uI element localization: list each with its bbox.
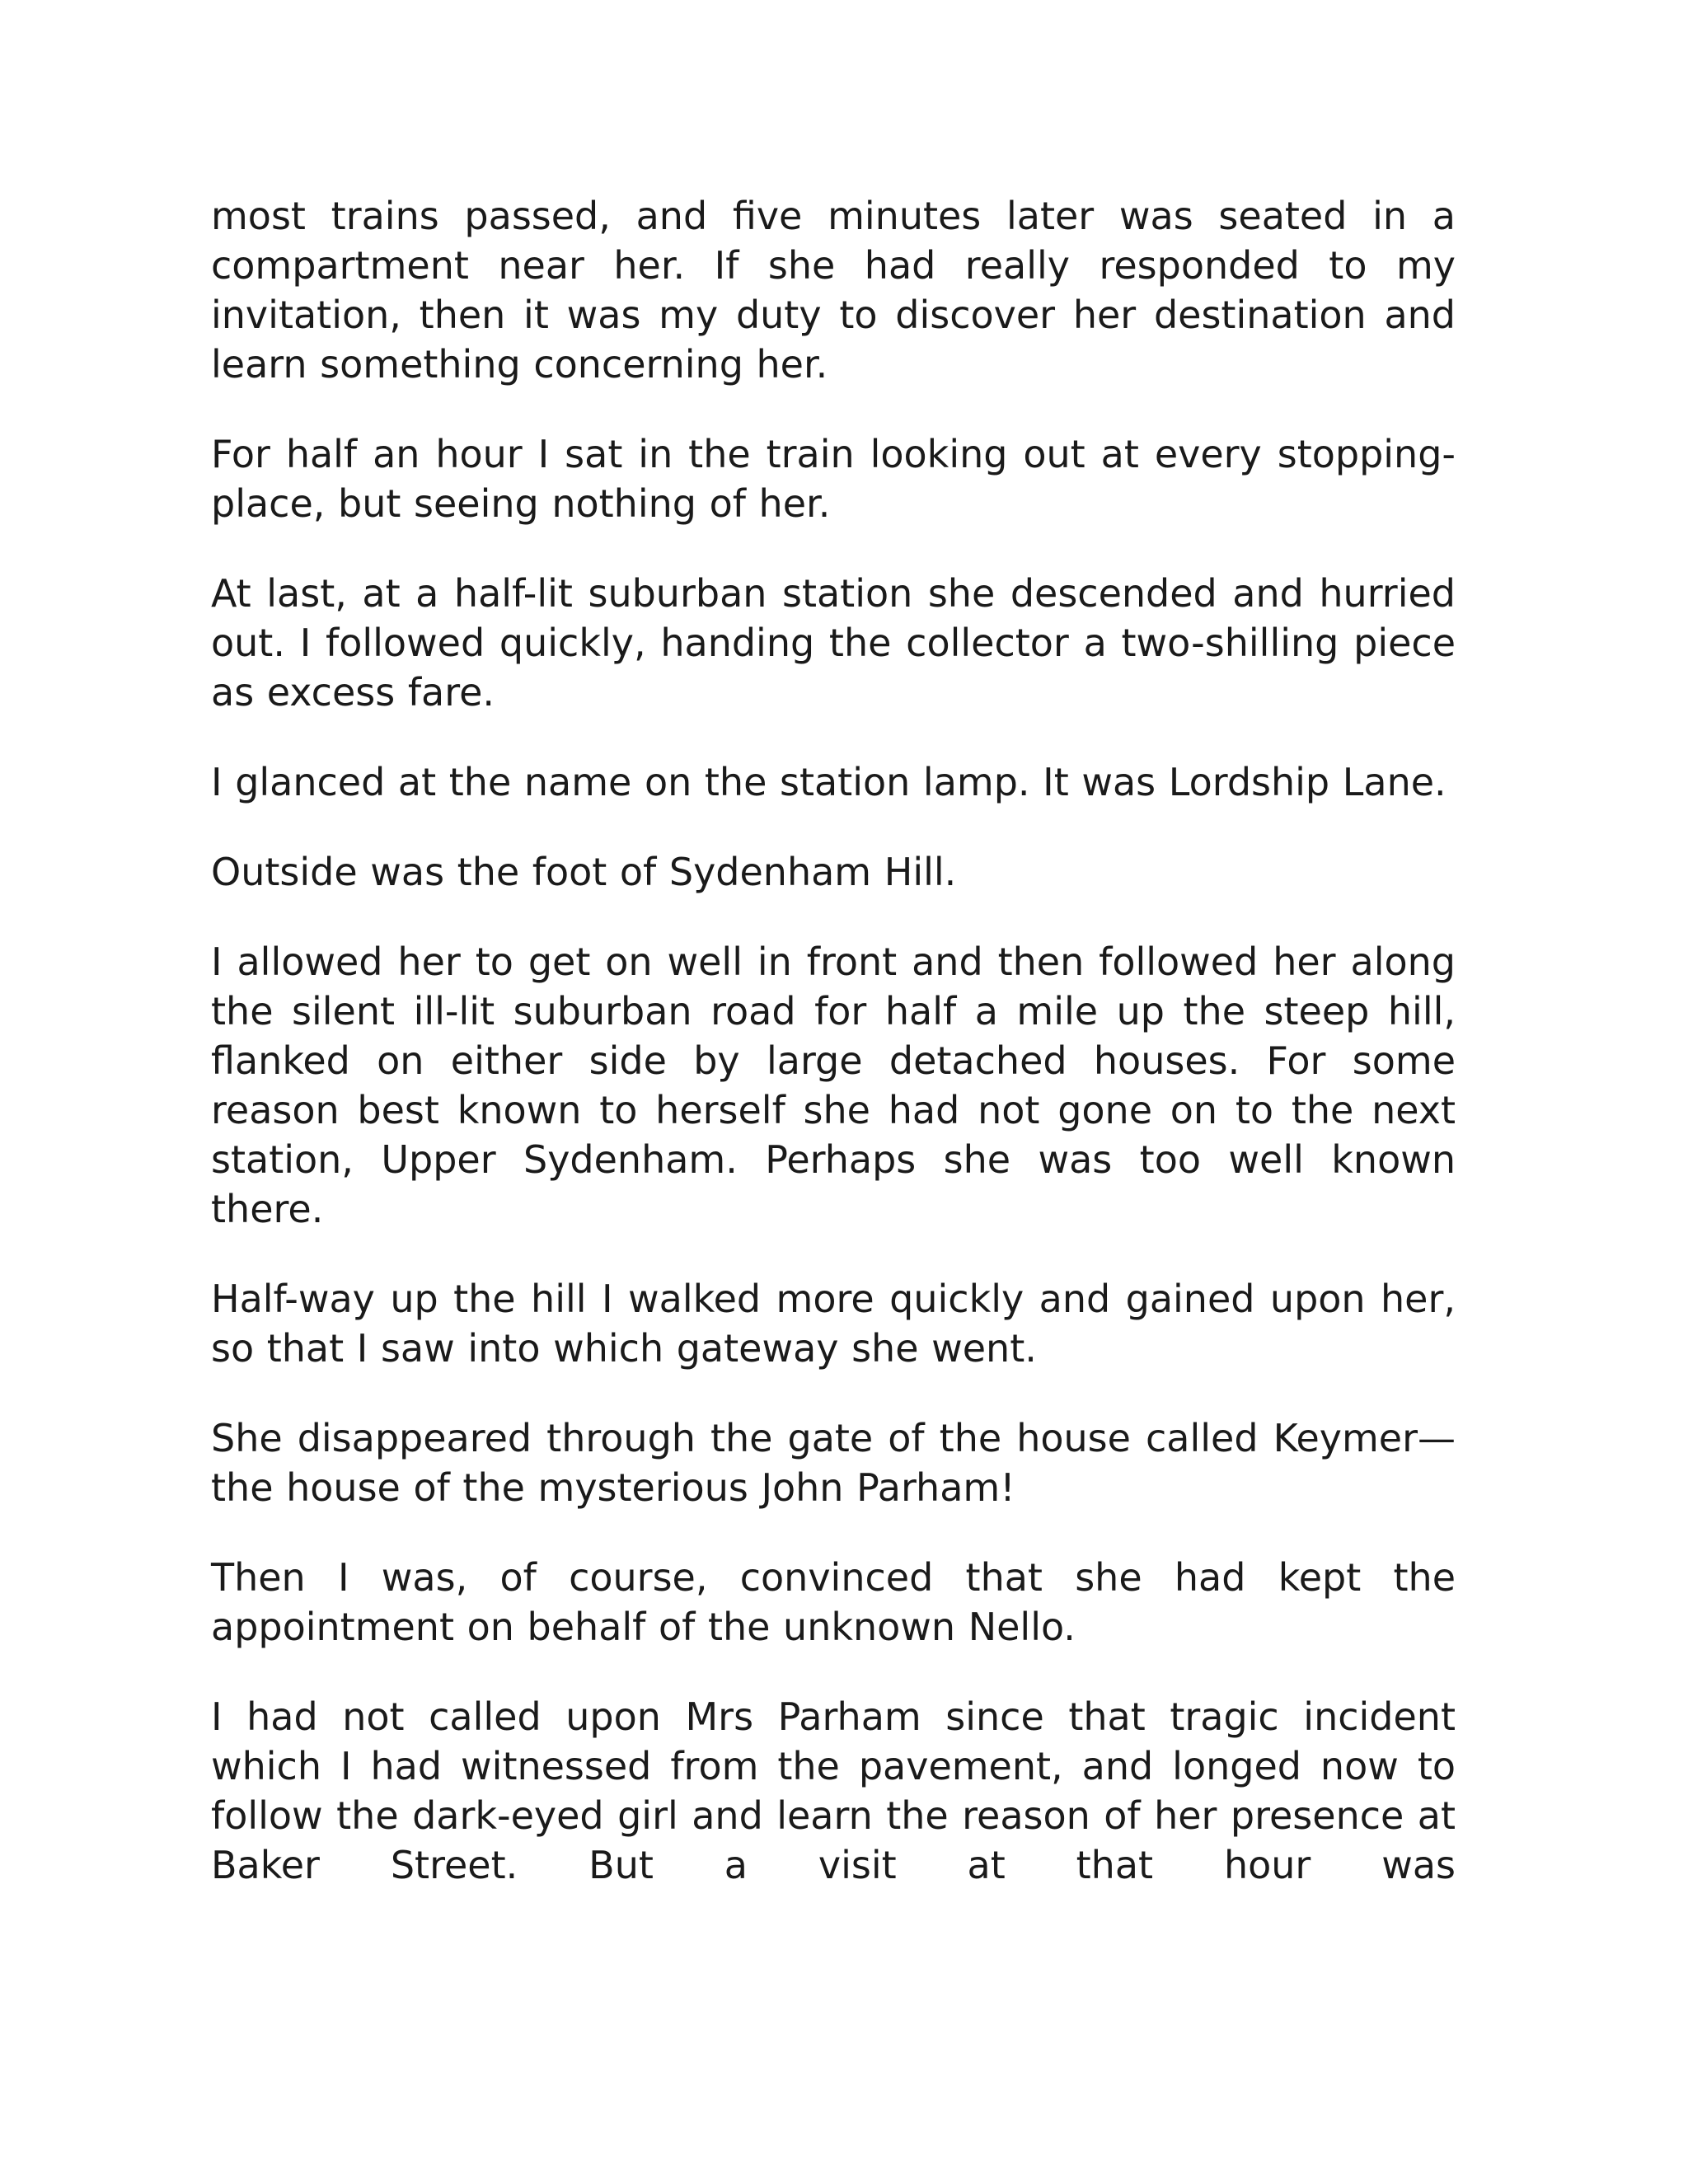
paragraph: I had not called upon Mrs Parham since that tragic incident which I had witnessed from the pavement, and longed now to follow the dark-eyed girl and learn the reason of her presence at Baker Street. But a visit at that hour was — [211, 1694, 1456, 1887]
paragraph: She disappeared through the gate of the house called Keymer—the house of the mysterious John Parham! — [211, 1416, 1456, 1510]
paragraph: Outside was the foot of Sydenham Hill. — [211, 850, 957, 894]
book-page — [211, 191, 1456, 1890]
paragraph: For half an hour I sat in the train looking out at every stopping-place, but seeing nothing of her. — [211, 432, 1456, 526]
paragraph: I allowed her to get on well in front and then followed her along the silent ill-lit suburban road for half a mile up the steep hill, flanked on either side by large detached houses. For some reason best known to herself she had not gone on to the next station, Upper Sydenham. Perhaps she was too well known there. — [211, 940, 1456, 1231]
paragraph: Then I was, of course, convinced that she had kept the appointment on behalf of the unknown Nello. — [211, 1555, 1456, 1649]
paragraph: I glanced at the name on the station lamp. It was Lordship Lane. — [211, 760, 1447, 804]
paragraph: Half-way up the hill I walked more quickly and gained upon her, so that I saw into which gateway she went. — [211, 1277, 1456, 1371]
paragraph: At last, at a half-lit suburban station she descended and hurried out. I followed quickly, handing the collector a two-shilling piece as excess fare. — [211, 571, 1456, 715]
paragraph: most trains passed, and five minutes later was seated in a compartment near her. If she had really responded to my invitation, then it was my duty to discover her destination and learn something concerning her. — [211, 194, 1456, 387]
